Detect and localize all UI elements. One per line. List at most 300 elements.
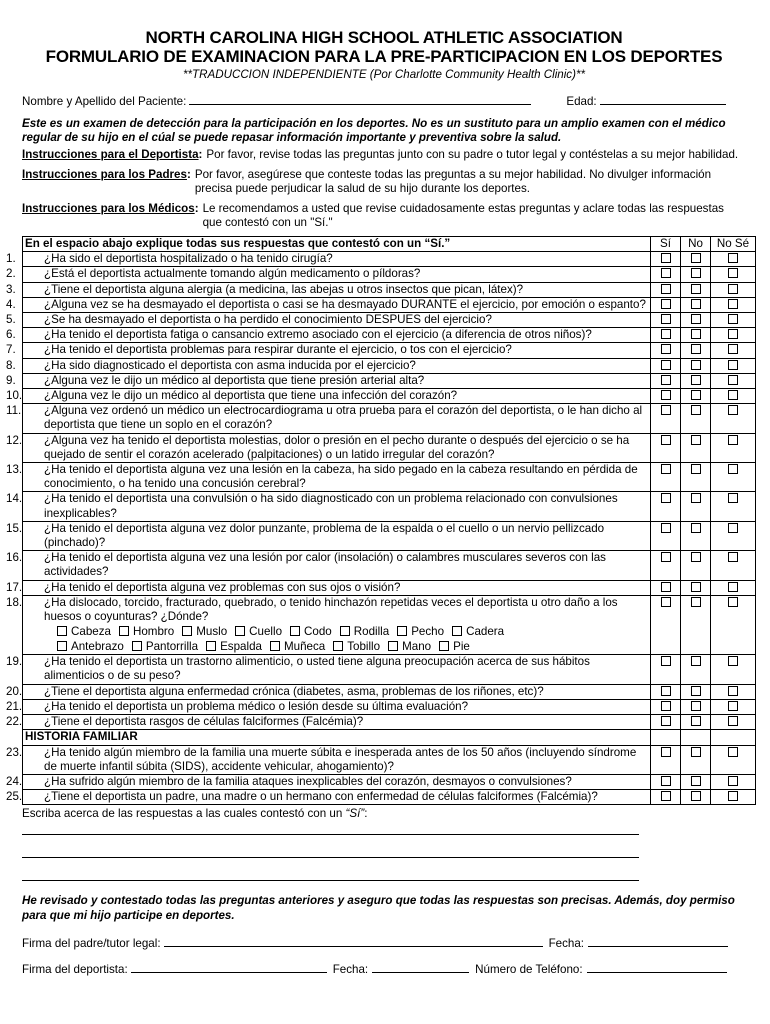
body-part-option[interactable] <box>340 625 389 638</box>
body-part-checkbox[interactable] <box>119 626 129 636</box>
checkbox-unknown[interactable] <box>728 435 738 445</box>
answer-cell-no <box>681 715 711 730</box>
question-cell <box>6 745 651 774</box>
checkbox-no[interactable] <box>691 464 701 474</box>
question-text: ¿Tiene el deportista un padre, una madre o un hermano con enfermedad de células falciformes (Falcémia)? <box>44 790 598 804</box>
checkbox-unknown[interactable] <box>728 701 738 711</box>
checkbox-yes[interactable] <box>661 791 671 801</box>
parents-instructions: Instrucciones para los Padres : Por favor, asegúrese que conteste todas las preguntas a su mejor habilidad. No divulger información precisa puede perjudicar la salud de su hijo durante los deportes. <box>22 168 746 196</box>
body-part-label: Cabeza <box>71 625 111 639</box>
body-part-label: Muñeca <box>283 640 326 654</box>
checkbox-no[interactable] <box>691 552 701 562</box>
answer-cell-unknown <box>711 521 756 550</box>
question-text: ¿Ha sufrido algún miembro de la familia ataques inexplicables del corazón, desmayos o convulsiones? <box>44 774 572 788</box>
checkbox-unknown[interactable] <box>728 716 738 726</box>
question-number: 17. <box>6 580 23 594</box>
question-number: 20. <box>6 684 23 698</box>
answer-cell-unknown <box>711 433 756 462</box>
answer-cell-yes <box>651 774 681 789</box>
checkbox-yes[interactable] <box>661 344 671 354</box>
checkbox-unknown[interactable] <box>728 791 738 801</box>
question-text: ¿Ha tenido el deportista problemas para respirar durante el ejercicio, o tos con el ejercicio? <box>44 343 512 357</box>
checkbox-unknown[interactable] <box>728 523 738 533</box>
checkbox-yes[interactable] <box>661 582 671 592</box>
explain-label-colon: : <box>364 807 368 821</box>
question-text: ¿Se ha desmayado el deportista o ha perdido el conocimiento DESPUES del ejercicio? <box>44 313 492 327</box>
question-text-wrap <box>6 433 648 462</box>
answer-cell-no <box>681 684 711 699</box>
question-number: 12. <box>6 433 23 447</box>
empty-cell <box>711 730 756 745</box>
body-part-checkbox[interactable] <box>235 626 245 636</box>
checkbox-no[interactable] <box>691 493 701 503</box>
answer-cell-yes <box>651 790 681 805</box>
body-part-checkbox[interactable] <box>340 626 350 636</box>
answer-cell-no <box>681 790 711 805</box>
answer-cell-yes <box>651 745 681 774</box>
doctors-instructions-text: Le recomendamos a usted que revise cuidadosamente estas preguntas y aclare todas las respuestas que contestó con un "Sí." <box>202 202 724 229</box>
question-text: ¿Alguna vez ha tenido el deportista molestias, dolor o presión en el pecho durante o después del ejercicio o se ha quejado de sentir el corazón acelerado (palpitaciones) o un latido irregular del corazón? <box>44 433 630 461</box>
answer-cell-no <box>681 252 711 267</box>
checkbox-yes[interactable] <box>661 299 671 309</box>
parent-date-field[interactable] <box>588 934 728 947</box>
phone-label: Número de Teléfono: <box>475 963 583 977</box>
question-text: ¿Está el deportista actualmente tomando algún medicamento o píldoras? <box>44 267 421 281</box>
checkbox-unknown[interactable] <box>728 405 738 415</box>
checkbox-yes[interactable] <box>661 253 671 263</box>
body-part-checkbox[interactable] <box>397 626 407 636</box>
question-cell <box>6 282 651 297</box>
question-cell <box>6 267 651 282</box>
declaration-text: He revisado y contestado todas las preguntas anteriores y aseguro que todas las respuestas son precisas. Además, doy permiso para que mi hijo participe en deportes. <box>22 894 735 923</box>
checkbox-no[interactable] <box>691 776 701 786</box>
question-number: 4. <box>6 297 16 311</box>
body-part-checkbox[interactable] <box>452 626 462 636</box>
answer-cell-yes <box>651 252 681 267</box>
answer-cell-yes <box>651 267 681 282</box>
checkbox-unknown[interactable] <box>728 493 738 503</box>
form-title-1: NORTH CAROLINA HIGH SCHOOL ATHLETIC ASSOCIATION <box>145 28 623 47</box>
question-text: ¿Ha tenido el deportista alguna vez una lesión en la cabeza, ha sido pegado en la cabeza resultando en pérdida de conocimiento, o ha tenido una concusión cerebral? <box>44 463 638 491</box>
question-text: ¿Ha dislocado, torcido, fracturado, quebrado, o tenido hinchazón repetidas veces el deportista u otro daño a los huesos o coyunturas? ¿Dónde? <box>44 595 618 624</box>
checkbox-yes[interactable] <box>661 597 671 607</box>
body-part-checkbox[interactable] <box>182 626 192 636</box>
answer-cell-no <box>681 463 711 492</box>
body-part-option[interactable] <box>57 640 124 653</box>
checkbox-no[interactable] <box>691 284 701 294</box>
checkbox-no[interactable] <box>691 582 701 592</box>
question-cell <box>6 389 651 404</box>
answer-cell-unknown <box>711 580 756 595</box>
answer-cell-yes <box>651 655 681 684</box>
checkbox-yes[interactable] <box>661 375 671 385</box>
question-row <box>23 551 756 580</box>
question-number: 9. <box>6 373 16 387</box>
question-cell <box>6 252 651 267</box>
question-cell <box>6 595 651 654</box>
question-text: ¿Ha tenido el deportista un problema médico o lesión desde su última evaluación? <box>44 699 469 713</box>
question-text-wrap <box>6 790 648 804</box>
question-row <box>23 282 756 297</box>
checkbox-yes[interactable] <box>661 284 671 294</box>
body-parts-line <box>25 639 648 654</box>
question-text: ¿Ha tenido el deportista alguna vez dolor punzante, problema de la espalda o el cuello o un nervio pellizcado (pinchado)? <box>44 521 605 550</box>
answer-cell-yes <box>651 328 681 343</box>
question-cell <box>6 373 651 388</box>
question-cell <box>6 655 651 684</box>
explain-label <box>22 807 746 820</box>
body-part-label: Pecho <box>411 625 445 639</box>
answer-cell-unknown <box>711 252 756 267</box>
checkbox-no[interactable] <box>691 375 701 385</box>
answer-cell-unknown <box>711 463 756 492</box>
body-part-label: Cuello <box>249 625 283 639</box>
question-row <box>23 699 756 714</box>
question-text-wrap <box>6 373 648 388</box>
question-row <box>23 492 756 521</box>
checkbox-unknown[interactable] <box>728 329 738 339</box>
answer-cell-unknown <box>711 389 756 404</box>
question-number: 11. <box>6 404 22 418</box>
checkbox-unknown[interactable] <box>728 686 738 696</box>
question-row <box>23 389 756 404</box>
body-part-checkbox[interactable] <box>333 641 343 651</box>
athlete-instructions: Instrucciones para el Deportista : Por favor, revise todas las preguntas junto con su padre o tutor legal y contéstelas a su mejor habilidad. <box>22 148 739 161</box>
question-cell <box>6 774 651 789</box>
question-row <box>23 404 756 433</box>
parent-date-label: Fecha: <box>548 937 585 951</box>
question-number: 5. <box>6 313 16 327</box>
checkbox-no[interactable] <box>691 597 701 607</box>
answer-cell-unknown <box>711 267 756 282</box>
checkbox-no[interactable] <box>691 314 701 324</box>
body-part-label: Codo <box>304 625 332 639</box>
explain-label-text: Escriba acerca de las respuestas a las cuales contestó con un <box>22 807 346 821</box>
family-history-row <box>23 730 756 745</box>
answer-cell-yes <box>651 521 681 550</box>
answer-cell-unknown <box>711 343 756 358</box>
empty-cell <box>681 730 711 745</box>
question-number: 23. <box>6 745 23 759</box>
body-part-option[interactable] <box>182 625 227 638</box>
question-text-wrap <box>6 358 648 373</box>
checkbox-no[interactable] <box>691 268 701 278</box>
answer-cell-unknown <box>711 790 756 805</box>
body-part-option[interactable] <box>57 625 111 638</box>
question-text-wrap <box>6 684 648 699</box>
answer-cell-no <box>681 343 711 358</box>
answer-cell-no <box>681 745 711 774</box>
checkbox-yes[interactable] <box>661 360 671 370</box>
answer-cell-no <box>681 551 711 580</box>
answer-cell-no <box>681 433 711 462</box>
question-text-wrap <box>6 463 648 491</box>
question-cell <box>6 699 651 714</box>
athlete-instructions-label: Instrucciones para el Deportista <box>22 148 199 161</box>
checkbox-unknown[interactable] <box>728 597 738 607</box>
explain-line-2[interactable] <box>22 843 639 858</box>
question-text: ¿Tiene el deportista rasgos de células falciformes (Falcémia)? <box>44 715 364 729</box>
parents-instructions-text: Por favor, asegúrese que conteste todas las preguntas a su mejor habilidad. No divulger información precisa puede perjudicar la salud de su hijo durante los deportes. <box>194 168 712 195</box>
answer-cell-unknown <box>711 699 756 714</box>
question-text-wrap <box>6 267 648 281</box>
checkbox-yes[interactable] <box>661 435 671 445</box>
question-row <box>23 433 756 462</box>
question-number: 22. <box>6 715 23 729</box>
athlete-instructions-text: Por favor, revise todas las preguntas junto con su padre o tutor legal y contéstelas a su mejor habilidad. <box>206 148 739 161</box>
question-text-wrap <box>6 595 648 624</box>
body-part-label: Antebrazo <box>71 640 124 654</box>
checkbox-no[interactable] <box>691 390 701 400</box>
question-text: ¿Ha sido el deportista hospitalizado o ha tenido cirugía? <box>44 252 333 266</box>
question-number: 14. <box>6 492 23 506</box>
age-field[interactable] <box>600 92 726 105</box>
checkbox-no[interactable] <box>691 747 701 757</box>
checkbox-no[interactable] <box>691 791 701 801</box>
checkbox-yes[interactable] <box>661 716 671 726</box>
body-part-label: Cadera <box>466 625 505 639</box>
answer-cell-yes <box>651 492 681 521</box>
question-row <box>23 373 756 388</box>
answer-cell-no <box>681 580 711 595</box>
body-part-label: Muslo <box>196 625 228 639</box>
question-row <box>23 684 756 699</box>
question-cell <box>6 790 651 805</box>
body-part-checkbox[interactable] <box>290 626 300 636</box>
answer-cell-no <box>681 595 711 654</box>
checkbox-no[interactable] <box>691 716 701 726</box>
question-text: ¿Ha tenido el deportista alguna vez una lesión por calor (insolación) o calambres musculares severos con las actividades? <box>44 551 606 579</box>
col-unknown-header: No Sé <box>711 237 756 252</box>
answer-cell-unknown <box>711 492 756 521</box>
checkbox-unknown[interactable] <box>728 375 738 385</box>
checkbox-yes[interactable] <box>661 493 671 503</box>
patient-row <box>22 92 746 108</box>
answer-cell-unknown <box>711 373 756 388</box>
checkbox-unknown[interactable] <box>728 344 738 354</box>
table-header-text: En el espacio abajo explique todas sus respuestas que contestó con un “Sí.” <box>23 237 651 252</box>
question-text-wrap <box>6 343 648 357</box>
body-part-checkbox[interactable] <box>57 626 67 636</box>
body-part-checkbox[interactable] <box>206 641 216 651</box>
question-text: ¿Tiene el deportista alguna enfermedad crónica (diabetes, asma, problemas de los riñones, etc)? <box>44 684 544 698</box>
answer-cell-no <box>681 521 711 550</box>
question-text: ¿Alguna vez le dijo un médico al deportista que tiene una infección del corazón? <box>44 389 458 403</box>
body-part-option[interactable] <box>206 640 262 653</box>
answer-cell-no <box>681 313 711 328</box>
checkbox-no[interactable] <box>691 253 701 263</box>
answer-cell-no <box>681 699 711 714</box>
question-cell <box>6 684 651 699</box>
answer-cell-no <box>681 297 711 312</box>
col-yes-header: Sí <box>651 237 681 252</box>
question-text-wrap <box>6 313 648 327</box>
checkbox-yes[interactable] <box>661 552 671 562</box>
question-text-wrap <box>6 404 648 432</box>
checkbox-no[interactable] <box>691 686 701 696</box>
body-part-checkbox[interactable] <box>270 641 280 651</box>
question-row <box>23 313 756 328</box>
athlete-date-field[interactable] <box>372 960 469 973</box>
checkbox-no[interactable] <box>691 329 701 339</box>
question-number: 19. <box>6 655 23 669</box>
checkbox-yes[interactable] <box>661 686 671 696</box>
question-cell <box>6 433 651 462</box>
checkbox-unknown[interactable] <box>728 582 738 592</box>
body-part-option[interactable] <box>270 640 325 653</box>
question-text: ¿Tiene el deportista alguna alergia (a medicina, las abejas u otros insectos que pican, látex)? <box>44 282 524 296</box>
answer-cell-no <box>681 655 711 684</box>
question-text-wrap <box>6 252 648 266</box>
checkbox-no[interactable] <box>691 701 701 711</box>
body-part-option[interactable] <box>333 640 380 653</box>
body-part-option[interactable] <box>132 640 198 653</box>
checkbox-yes[interactable] <box>661 314 671 324</box>
explain-line-1[interactable] <box>22 820 639 835</box>
checkbox-no[interactable] <box>691 299 701 309</box>
question-row <box>23 790 756 805</box>
checkbox-unknown[interactable] <box>728 464 738 474</box>
answer-cell-yes <box>651 551 681 580</box>
question-text-wrap <box>6 551 648 579</box>
athlete-signature-label: Firma del deportista: <box>22 963 128 977</box>
checkbox-yes[interactable] <box>661 701 671 711</box>
checkbox-unknown[interactable] <box>728 552 738 562</box>
explain-label-yes: “Sí” <box>345 807 365 821</box>
answer-cell-unknown <box>711 595 756 654</box>
question-cell <box>6 297 651 312</box>
body-part-label: Pantorrilla <box>145 640 199 654</box>
questions-table <box>6 236 756 805</box>
answer-cell-unknown <box>711 745 756 774</box>
answer-cell-unknown <box>711 715 756 730</box>
checkbox-unknown[interactable] <box>728 747 738 757</box>
checkbox-yes[interactable] <box>661 329 671 339</box>
form-title-2: FORMULARIO DE EXAMINACION PARA LA PRE-PARTICIPACION EN LOS DEPORTES <box>45 47 723 66</box>
question-row <box>23 252 756 267</box>
question-text-wrap <box>6 521 648 550</box>
answer-cell-yes <box>651 282 681 297</box>
table-header-row <box>23 237 756 252</box>
body-parts-group <box>25 624 648 654</box>
answer-cell-unknown <box>711 313 756 328</box>
checkbox-unknown[interactable] <box>728 284 738 294</box>
question-cell <box>6 492 651 521</box>
checkbox-unknown[interactable] <box>728 314 738 324</box>
body-part-checkbox[interactable] <box>388 641 398 651</box>
checkbox-yes[interactable] <box>661 390 671 400</box>
athlete-signature-row <box>22 960 746 976</box>
intro-text: Este es un examen de detección para la participación en los deportes. No es un sustituto para un amplio examen con el médico regular de su hijo en el cúal se puede repasar información importante y preventiva sobre la salud. <box>22 117 726 144</box>
question-number: 1. <box>6 252 16 266</box>
question-number: 8. <box>6 358 16 372</box>
body-part-option[interactable] <box>235 625 282 638</box>
question-number: 24. <box>6 774 23 788</box>
answer-cell-yes <box>651 715 681 730</box>
checkbox-yes[interactable] <box>661 523 671 533</box>
checkbox-no[interactable] <box>691 360 701 370</box>
parents-instructions-label: Instrucciones para los Padres <box>22 168 187 181</box>
question-text: ¿Ha tenido el deportista un trastorno alimenticio, o usted tiene alguna preocupación acerca de sus hábitos alimenticios o de su peso? <box>44 655 590 683</box>
body-part-label: Mano <box>402 640 432 654</box>
answer-cell-yes <box>651 684 681 699</box>
body-part-label: Hombro <box>132 625 175 639</box>
question-text-wrap <box>6 745 648 774</box>
body-part-checkbox[interactable] <box>132 641 142 651</box>
checkbox-yes[interactable] <box>661 405 671 415</box>
answer-cell-no <box>681 328 711 343</box>
question-cell <box>6 328 651 343</box>
question-text-wrap <box>6 580 648 595</box>
answer-cell-yes <box>651 313 681 328</box>
checkbox-yes[interactable] <box>661 268 671 278</box>
checkbox-no[interactable] <box>691 523 701 533</box>
answer-cell-yes <box>651 358 681 373</box>
body-part-option[interactable] <box>388 640 431 653</box>
question-text-wrap <box>6 655 648 683</box>
checkbox-yes[interactable] <box>661 747 671 757</box>
body-part-option[interactable] <box>397 625 444 638</box>
checkbox-unknown[interactable] <box>728 656 738 666</box>
body-part-checkbox[interactable] <box>439 641 449 651</box>
question-text-wrap <box>6 699 648 714</box>
checkbox-unknown[interactable] <box>728 776 738 786</box>
athlete-signature-field[interactable] <box>131 960 327 973</box>
question-text-wrap <box>6 715 648 729</box>
answer-cell-yes <box>651 343 681 358</box>
answer-cell-yes <box>651 580 681 595</box>
question-row <box>23 774 756 789</box>
checkbox-no[interactable] <box>691 405 701 415</box>
athlete-date-label: Fecha: <box>332 963 369 977</box>
checkbox-unknown[interactable] <box>728 253 738 263</box>
question-text: ¿Ha tenido el deportista alguna vez problemas con sus ojos o visión? <box>44 580 401 594</box>
checkbox-no[interactable] <box>691 344 701 354</box>
patient-name-field[interactable] <box>189 92 531 105</box>
answer-cell-unknown <box>711 774 756 789</box>
empty-cell <box>651 730 681 745</box>
body-part-option[interactable] <box>452 625 504 638</box>
explain-line-3[interactable] <box>22 866 639 881</box>
checkbox-yes[interactable] <box>661 464 671 474</box>
checkbox-unknown[interactable] <box>728 299 738 309</box>
checkbox-unknown[interactable] <box>728 390 738 400</box>
parent-signature-field[interactable] <box>164 934 543 947</box>
question-row <box>23 267 756 282</box>
answer-cell-yes <box>651 699 681 714</box>
answer-cell-yes <box>651 404 681 433</box>
question-text: ¿Alguna vez ordenó un médico un electrocardiograma u otra prueba para el corazón del deportista, o le han dicho al deportista que tiene un soplo en el corazón? <box>44 404 643 432</box>
checkbox-yes[interactable] <box>661 656 671 666</box>
body-part-checkbox[interactable] <box>57 641 67 651</box>
answer-cell-unknown <box>711 404 756 433</box>
question-text: ¿Ha tenido algún miembro de la familia una muerte súbita e inesperada antes de los 50 años (incluyendo síndrome de muerte infantil súbita (SIDS), accidente vehicular, ahogamiento)? <box>44 745 637 773</box>
checkbox-unknown[interactable] <box>728 360 738 370</box>
checkbox-no[interactable] <box>691 435 701 445</box>
question-row <box>23 343 756 358</box>
answer-cell-yes <box>651 595 681 654</box>
body-part-option[interactable] <box>439 640 470 653</box>
checkbox-unknown[interactable] <box>728 268 738 278</box>
phone-field[interactable] <box>587 960 727 973</box>
body-part-option[interactable] <box>290 625 332 638</box>
checkbox-no[interactable] <box>691 656 701 666</box>
checkbox-yes[interactable] <box>661 776 671 786</box>
question-number: 10. <box>6 389 23 403</box>
body-part-option[interactable] <box>119 625 174 638</box>
answer-cell-no <box>681 373 711 388</box>
question-number: 3. <box>6 282 16 296</box>
